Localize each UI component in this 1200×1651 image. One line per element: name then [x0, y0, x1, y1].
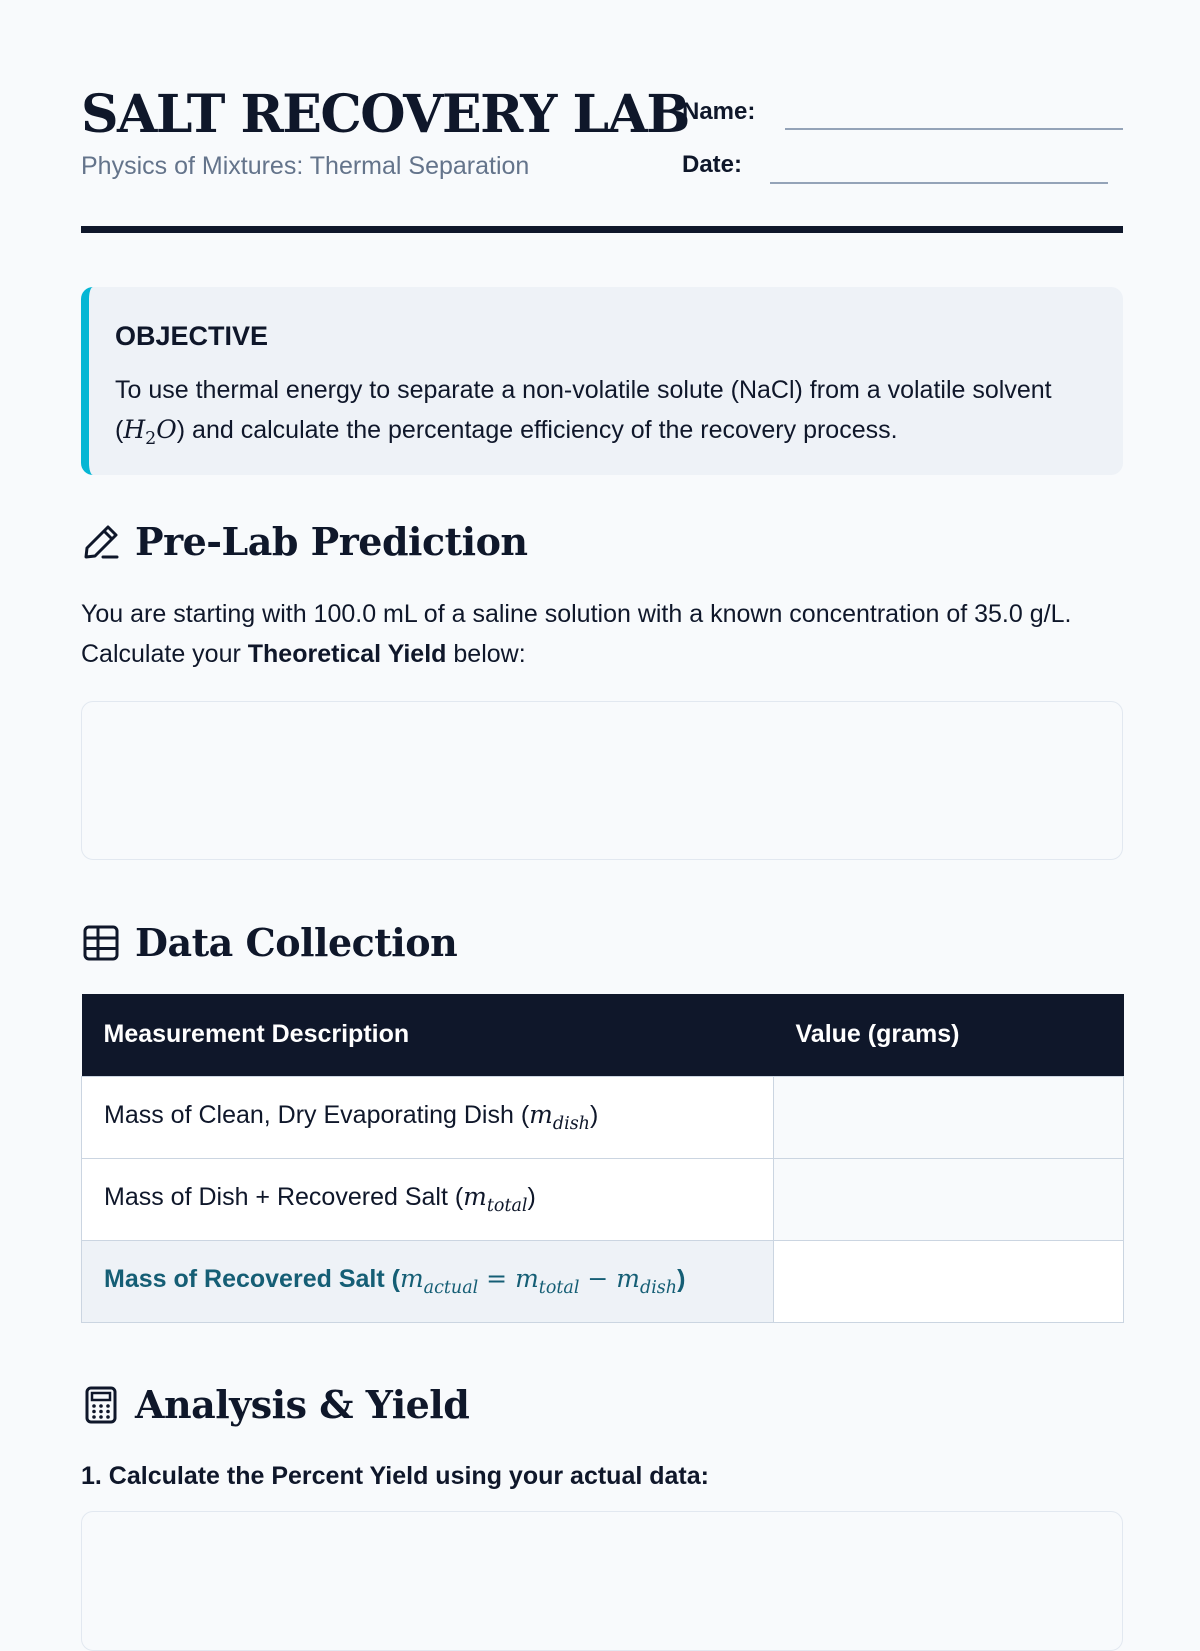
- prelab-instructions: You are starting with 100.0 mL of a saline solution with a known concentration of 35.0 g/L. Calculate your Theoretical Yield below:: [81, 600, 1072, 668]
- page-title: SALT RECOVERY LAB: [81, 84, 689, 145]
- worksheet-header: [81, 0, 1123, 234]
- table-row: [82, 1076, 1124, 1158]
- prelab-heading: [81, 518, 528, 566]
- name-field[interactable]: [785, 128, 1123, 130]
- table-row: [82, 1240, 1124, 1322]
- calculator-icon: [81, 1385, 121, 1425]
- page-subtitle: Physics of Mixtures: Thermal Separation: [81, 152, 530, 180]
- table-icon: [81, 923, 121, 963]
- prelab-title: Pre-Lab Prediction: [135, 519, 528, 564]
- water-formula: $H_2O$: [123, 415, 177, 449]
- question-percent-yield: 1. Calculate the Percent Yield using your actual data:: [81, 1462, 709, 1490]
- theoretical-yield-answer-box[interactable]: [81, 701, 1123, 860]
- analysis-title: Analysis & Yield: [135, 1382, 470, 1427]
- percent-yield-answer-box[interactable]: [81, 1511, 1123, 1651]
- objective-title: OBJECTIVE: [115, 321, 269, 351]
- name-label: Name:: [682, 98, 756, 125]
- objective-callout: [81, 287, 1123, 475]
- data-collection-title: Data Collection: [135, 920, 458, 965]
- worksheet-page: [81, 0, 1123, 1490]
- pencil-icon: [81, 522, 121, 562]
- total-mass-input[interactable]: [774, 1158, 1124, 1240]
- measurement-table: [81, 994, 1124, 1323]
- column-header-description: Measurement Description: [82, 994, 774, 1076]
- table-header-row: [82, 994, 1124, 1076]
- dish-mass-input[interactable]: [774, 1076, 1124, 1158]
- objective-text: To use thermal energy to separate a non-volatile solute (NaCl) from a volatile solvent $(H_2O)$ and calculate the percentage efficiency of the recovery process.: [115, 376, 1052, 449]
- header-divider: [81, 226, 1123, 233]
- column-header-value: Value (grams): [774, 994, 1124, 1076]
- date-field[interactable]: [770, 182, 1108, 184]
- row-label-recovered-salt: Mass of Recovered Salt $(m_{actual} = m_{total} - m_{dish})$: [82, 1240, 774, 1322]
- analysis-heading: [81, 1381, 469, 1429]
- recovered-salt-input[interactable]: [774, 1240, 1124, 1322]
- table-row: [82, 1158, 1124, 1240]
- data-collection-heading: [81, 919, 457, 967]
- row-label-total-mass: Mass of Dish + Recovered Salt $(m_{total})$: [82, 1158, 774, 1240]
- date-label: Date:: [682, 151, 743, 178]
- row-label-dish-mass: Mass of Clean, Dry Evaporating Dish $(m_{dish})$: [82, 1076, 774, 1158]
